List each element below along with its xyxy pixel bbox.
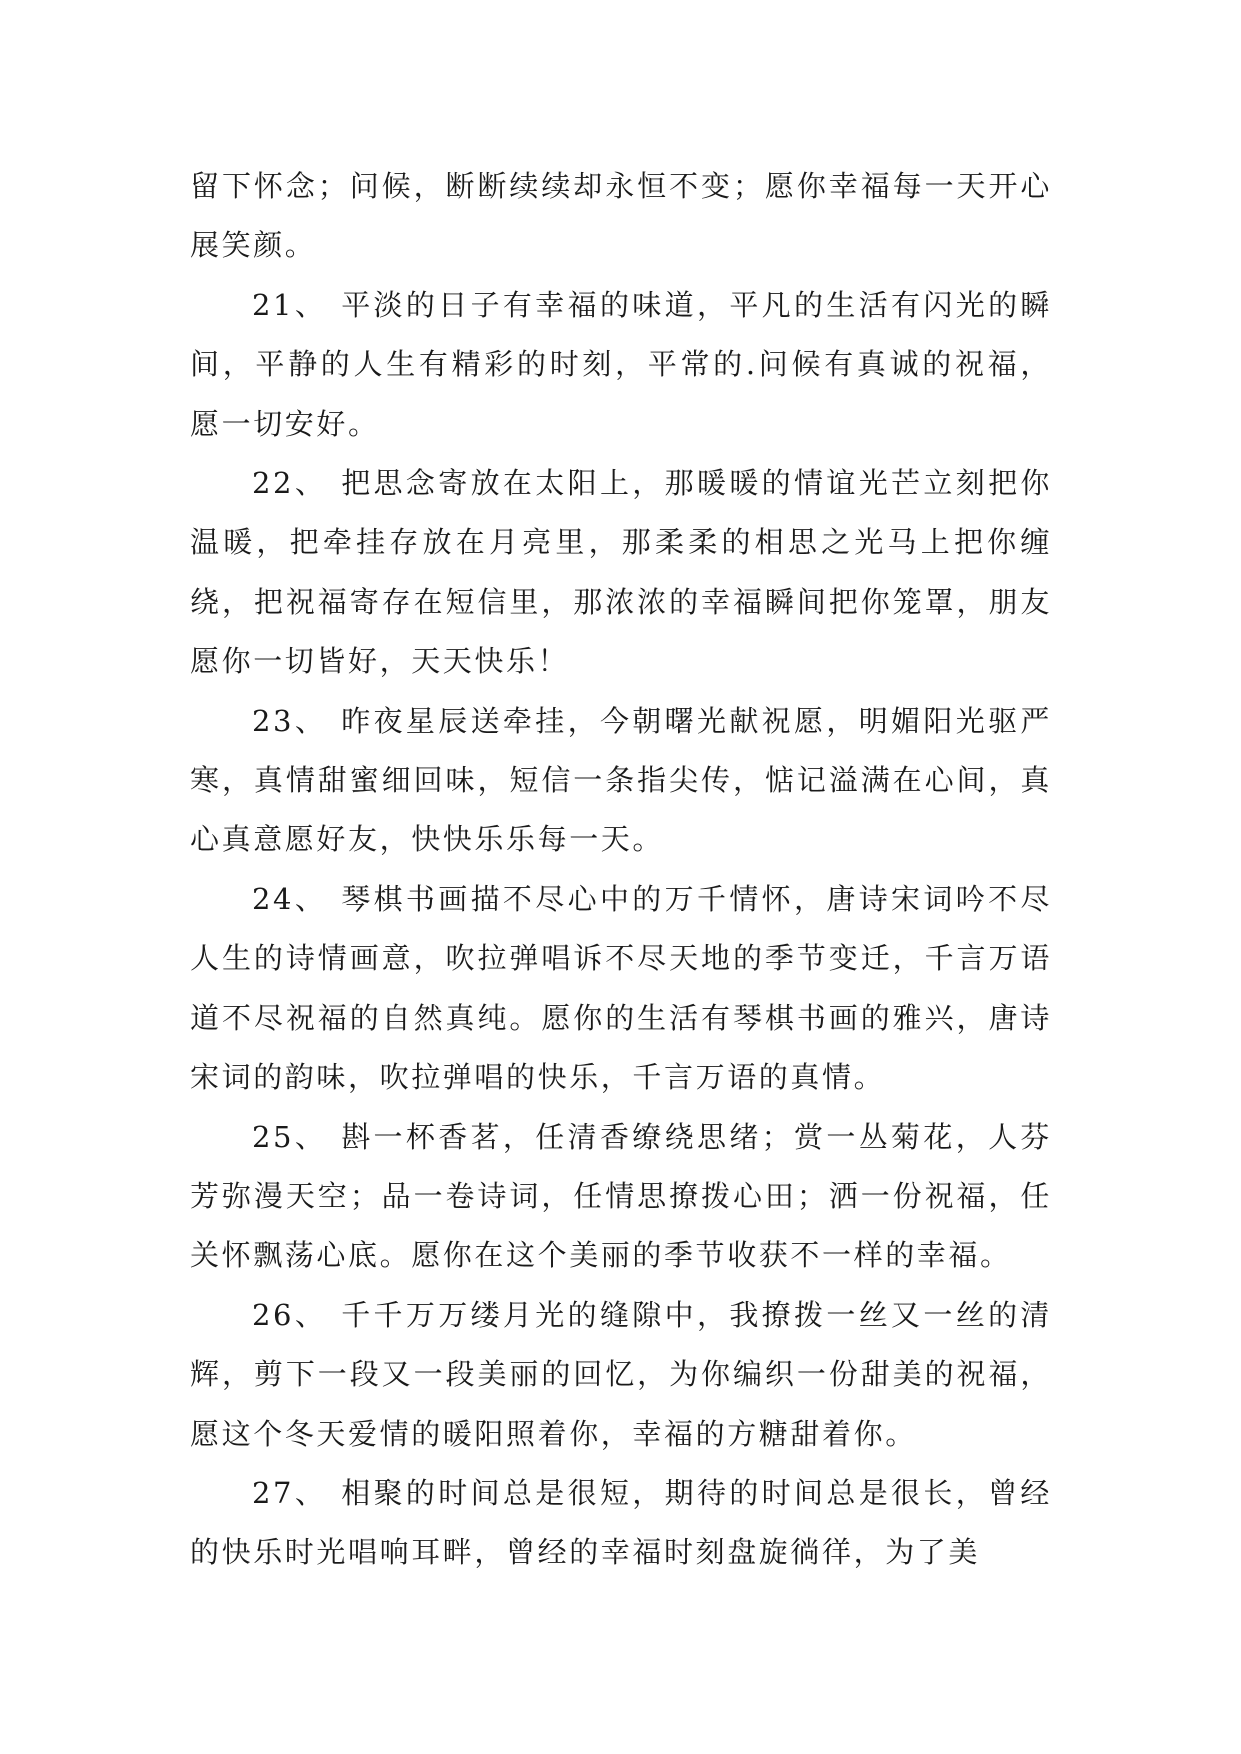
- paragraph-text: 平淡的日子有幸福的味道，平凡的生活有闪光的瞬间，平静的人生有精彩的时刻，平常的.问候有真诚的祝福，愿一切安好。: [190, 287, 1053, 441]
- paragraph-number: 25、: [252, 1119, 328, 1154]
- paragraph-text: 琴棋书画描不尽心中的万千情怀，唐诗宋词吟不尽人生的诗情画意，吹拉弹唱诉不尽天地的季节变迁，千言万语道不尽祝福的自然真纯。愿你的生活有琴棋书画的雅兴，唐诗宋词的韵味，吹拉弹唱的快乐，千言万语的真情。: [190, 881, 1053, 1095]
- paragraph-number: 23、: [252, 703, 328, 738]
- paragraph-number: 24、: [252, 881, 328, 916]
- paragraph-text: 斟一杯香茗，任清香缭绕思绪；赏一丛菊花，人芬芳弥漫天空；品一卷诗词，任情思撩拨心田；洒一份祝福，任关怀飘荡心底。愿你在这个美丽的季节收获不一样的幸福。: [190, 1119, 1053, 1273]
- paragraph-26: [190, 1286, 1052, 1464]
- paragraph-text: 留下怀念；问候，断断续续却永恒不变；愿你幸福每一天开心展笑颜。: [190, 169, 1052, 263]
- paragraph-27: [190, 1464, 1052, 1583]
- paragraph-text: 把思念寄放在太阳上，那暖暖的情谊光芒立刻把你温暖，把牵挂存放在月亮里，那柔柔的相思之光马上把你缠绕，把祝福寄存在短信里，那浓浓的幸福瞬间把你笼罩，朋友愿你一切皆好，天天快乐！: [190, 466, 1053, 679]
- paragraph-number: 26、: [252, 1297, 328, 1332]
- paragraph-number: 22、: [252, 466, 328, 501]
- paragraph-continued: [190, 157, 1052, 276]
- paragraph-number: 27、: [252, 1475, 328, 1510]
- document-body: [190, 157, 1052, 1583]
- paragraph-text: 千千万万缕月光的缝隙中，我撩拨一丝又一丝的清辉，剪下一段又一段美丽的回忆，为你编织一份甜美的祝福，愿这个冬天爱情的暖阳照着你，幸福的方糖甜着你。: [190, 1297, 1053, 1451]
- paragraph-22: [190, 454, 1052, 692]
- paragraph-number: 21、: [252, 287, 328, 322]
- paragraph-23: [190, 692, 1052, 870]
- paragraph-text: 相聚的时间总是很短，期待的时间总是很长，曾经的快乐时光唱响耳畔，曾经的幸福时刻盘旋徜徉，为了美: [190, 1475, 1053, 1570]
- paragraph-24: [190, 870, 1052, 1108]
- paragraph-text: 昨夜星辰送牵挂，今朝曙光献祝愿，明媚阳光驱严寒，真情甜蜜细回味，短信一条指尖传，惦记溢满在心间，真心真意愿好友，快快乐乐每一天。: [190, 703, 1053, 857]
- paragraph-25: [190, 1108, 1052, 1286]
- paragraph-21: [190, 276, 1052, 454]
